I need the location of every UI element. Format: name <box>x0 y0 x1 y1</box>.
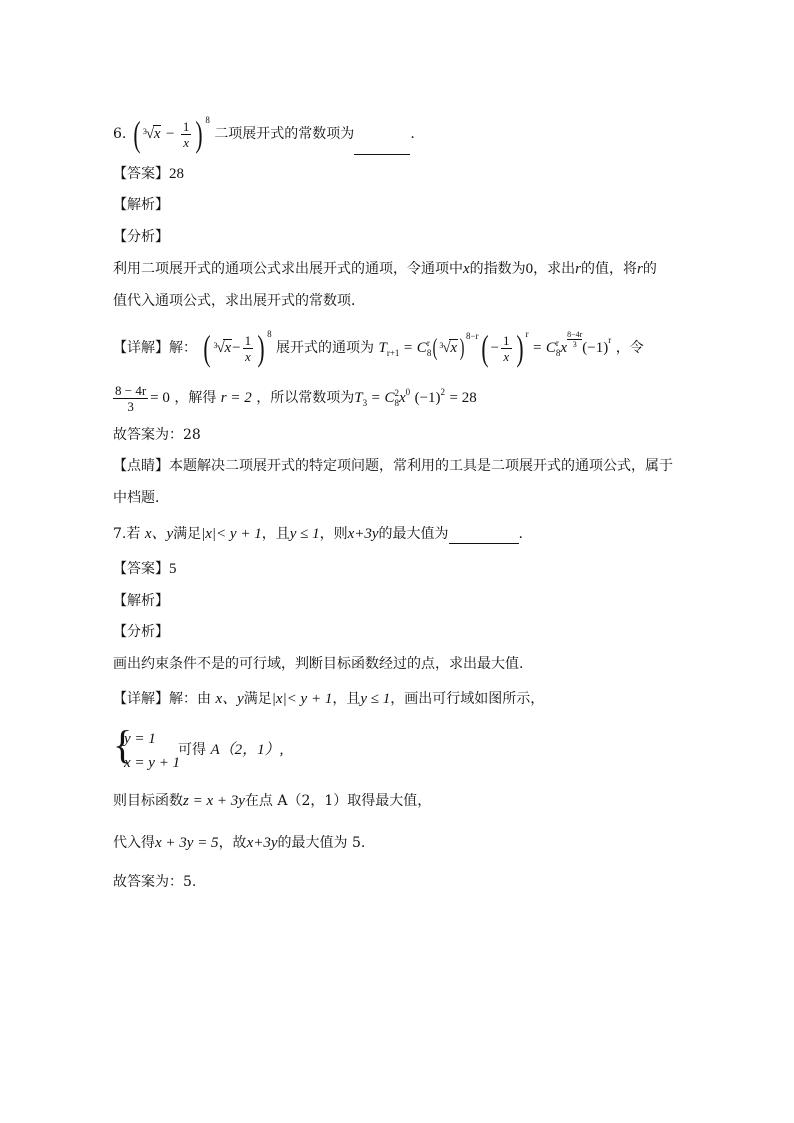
system-result: 可得 A（2，1）, <box>178 742 284 758</box>
system-eq-1: y = 1 <box>124 731 156 747</box>
question-6-text: 二项展开式的常数项为 <box>214 126 355 142</box>
question-number: 6. <box>113 126 127 142</box>
system-eq-2: x = y + 1 <box>124 755 181 771</box>
question-6: 6. ( 3 √ x − $\frac{1}{x}$ ) $^8$ 二项展开式的常数项为 . <box>113 114 415 154</box>
detail-7-line-3: 则目标函数z = x + 3y在点 A（2，1）取得最大值， <box>113 793 432 809</box>
final-answer-7: 故答案为：5. <box>113 874 197 890</box>
detail-6-line-2: $\frac{8 - 4r}{3}$ = 0 ，解得 r = 2 ，所以常数项为$T_3 = C$ 2 8 $x^0$ $(-1)^2 = 28$ <box>115 382 477 414</box>
analysis-6-line-2: 值代入通项公式，求出展开式的常数项． <box>113 293 365 309</box>
section-jiexi: 【解析】 <box>113 197 169 213</box>
right-paren: ) <box>195 114 203 154</box>
answer-value: 5 <box>169 561 177 577</box>
question-7: 7.若 x、y满足|x|< y + 1，且y ≤ 1，则x+3y的最大值为 . <box>113 526 523 542</box>
fraction-1-over-x: $\frac{1}{x}$ <box>182 118 190 150</box>
answer-7: 【答案】5 <box>113 561 177 577</box>
dianjing-6-line-2: 中档题． <box>113 490 169 506</box>
section-jiexi: 【解析】 <box>113 593 169 609</box>
cube-root: 3 √ x <box>213 340 232 356</box>
answer-6: 【答案】28 <box>113 166 184 182</box>
cube-root: 3 √ x <box>142 126 161 142</box>
answer-value: 28 <box>169 166 184 182</box>
detail-6-line-1: 【详解】解： ( 3 √ x− $\frac{1}{x}$ ) $^8$ 展开式的通项为 $T_{r+1} = C$ r 8 ( 3 √ x ) $^{8-r}$( − $\frac{1}{x}$ ) $^r$ = C r 8 x $\frac{8-4r}{3}$ $(-1)^r$ ，令 <box>113 328 644 368</box>
system-brace: { <box>113 722 133 767</box>
section-fenxi: 【分析】 <box>113 229 169 245</box>
analysis-7: 画出约束条件不是的可行域，判断目标函数经过的点，求出最大值. <box>113 656 524 672</box>
dianjing-6-line-1: 【点睛】本题解决二项展开式的特定项问题，常利用的工具是二项展开式的通项公式，属于 <box>113 458 673 474</box>
final-answer-6: 故答案为：28 <box>113 427 201 443</box>
answer-blank <box>449 529 519 544</box>
detail-7-line-4: 代入得x + 3y = 5，故x+3y的最大值为 5. <box>113 835 366 851</box>
answer-blank <box>354 140 410 155</box>
section-fenxi: 【分析】 <box>113 624 169 640</box>
detail-7-line-1: 【详解】解：由 x、y满足|x|< y + 1，且y ≤ 1，画出可行域如图所示， <box>113 691 545 707</box>
analysis-6-line-1: 利用二项展开式的通项公式求出展开式的通项，令通项中x的指数为0，求出r的值，将r的 <box>113 261 657 277</box>
left-paren: ( <box>133 114 141 154</box>
